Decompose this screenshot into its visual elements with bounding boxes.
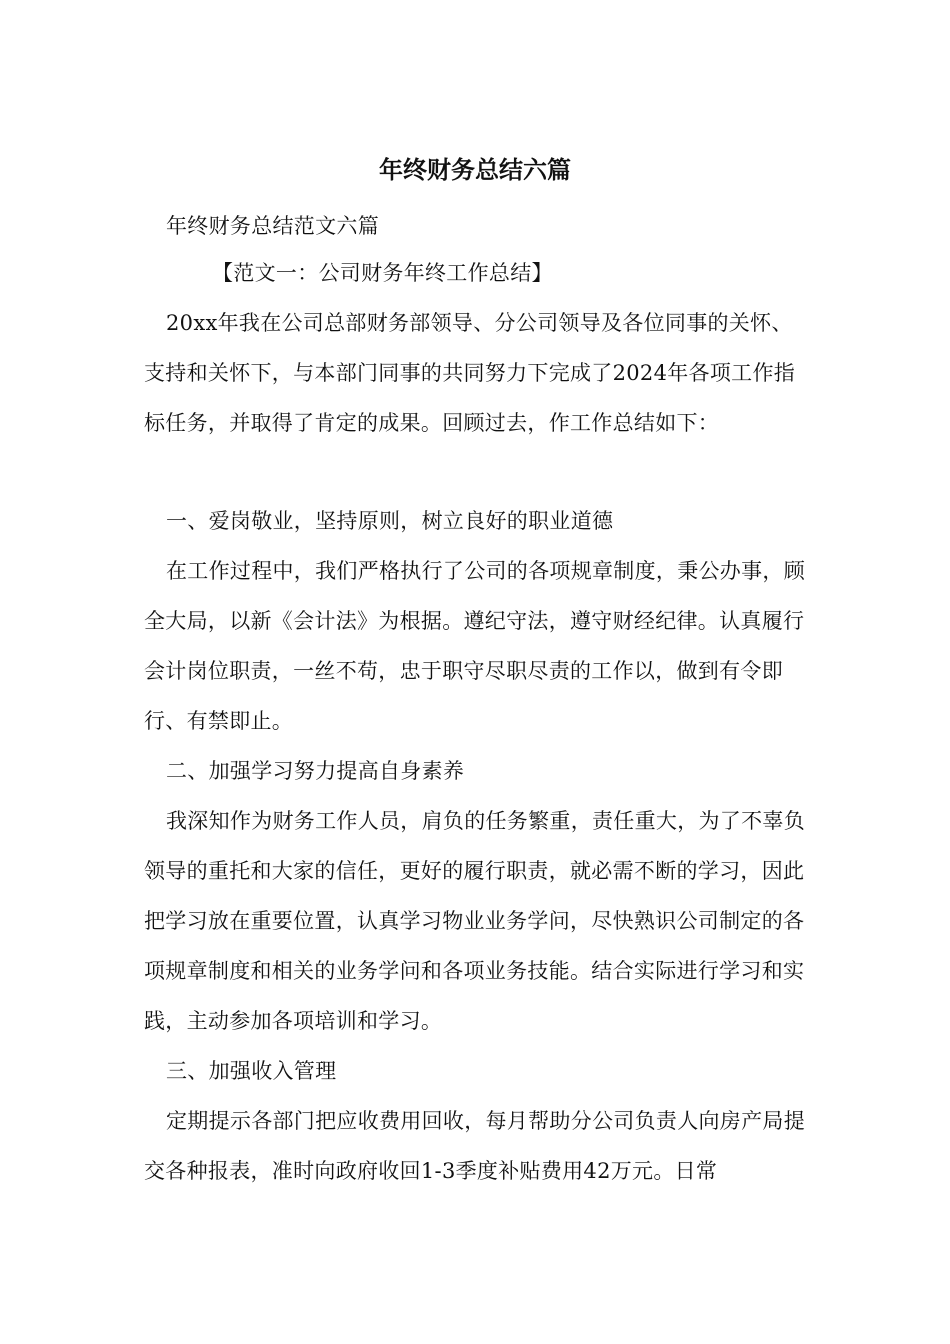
document-title: 年终财务总结六篇: [379, 156, 571, 184]
paragraph-1: 在工作过程中，我们严格执行了公司的各项规章制度，秉公办事，顾全大局，以新《会计法》为根据。遵纪守法，遵守财经纪律。认真履行会计岗位职责，一丝不苟，忠于职守尽职尽责的工作以，做到有令即行、有禁即止。: [144, 559, 805, 733]
document-subtitle: 年终财务总结范文六篇: [166, 214, 379, 238]
heading-1: 一、爱岗敬业，坚持原则，树立良好的职业道德: [166, 509, 614, 533]
heading-2: 二、加强学习努力提高自身素养: [166, 759, 465, 783]
paragraph-3: 定期提示各部门把应收费用回收，每月帮助分公司负责人向房产局提交各种报表，准时向政府收回1-3季度补贴费用42万元。日常: [144, 1109, 805, 1183]
section-heading: 【范文一：公司财务年终工作总结】: [212, 261, 553, 285]
intro-paragraph: 20xx年我在公司总部财务部领导、分公司领导及各位同事的关怀、支持和关怀下，与本部门同事的共同努力下完成了2024年各项工作指标任务，并取得了肯定的成果。回顾过去，作工作总结如下：: [144, 311, 796, 435]
heading-3: 三、加强收入管理: [166, 1059, 337, 1083]
paragraph-2: 我深知作为财务工作人员，肩负的任务繁重，责任重大，为了不辜负领导的重托和大家的信任，更好的履行职责，就必需不断的学习，因此把学习放在重要位置，认真学习物业业务学问，尽快熟识公司制定的各项规章制度和相关的业务学问和各项业务技能。结合实际进行学习和实践，主动参加各项培训和学习。: [144, 809, 805, 1033]
